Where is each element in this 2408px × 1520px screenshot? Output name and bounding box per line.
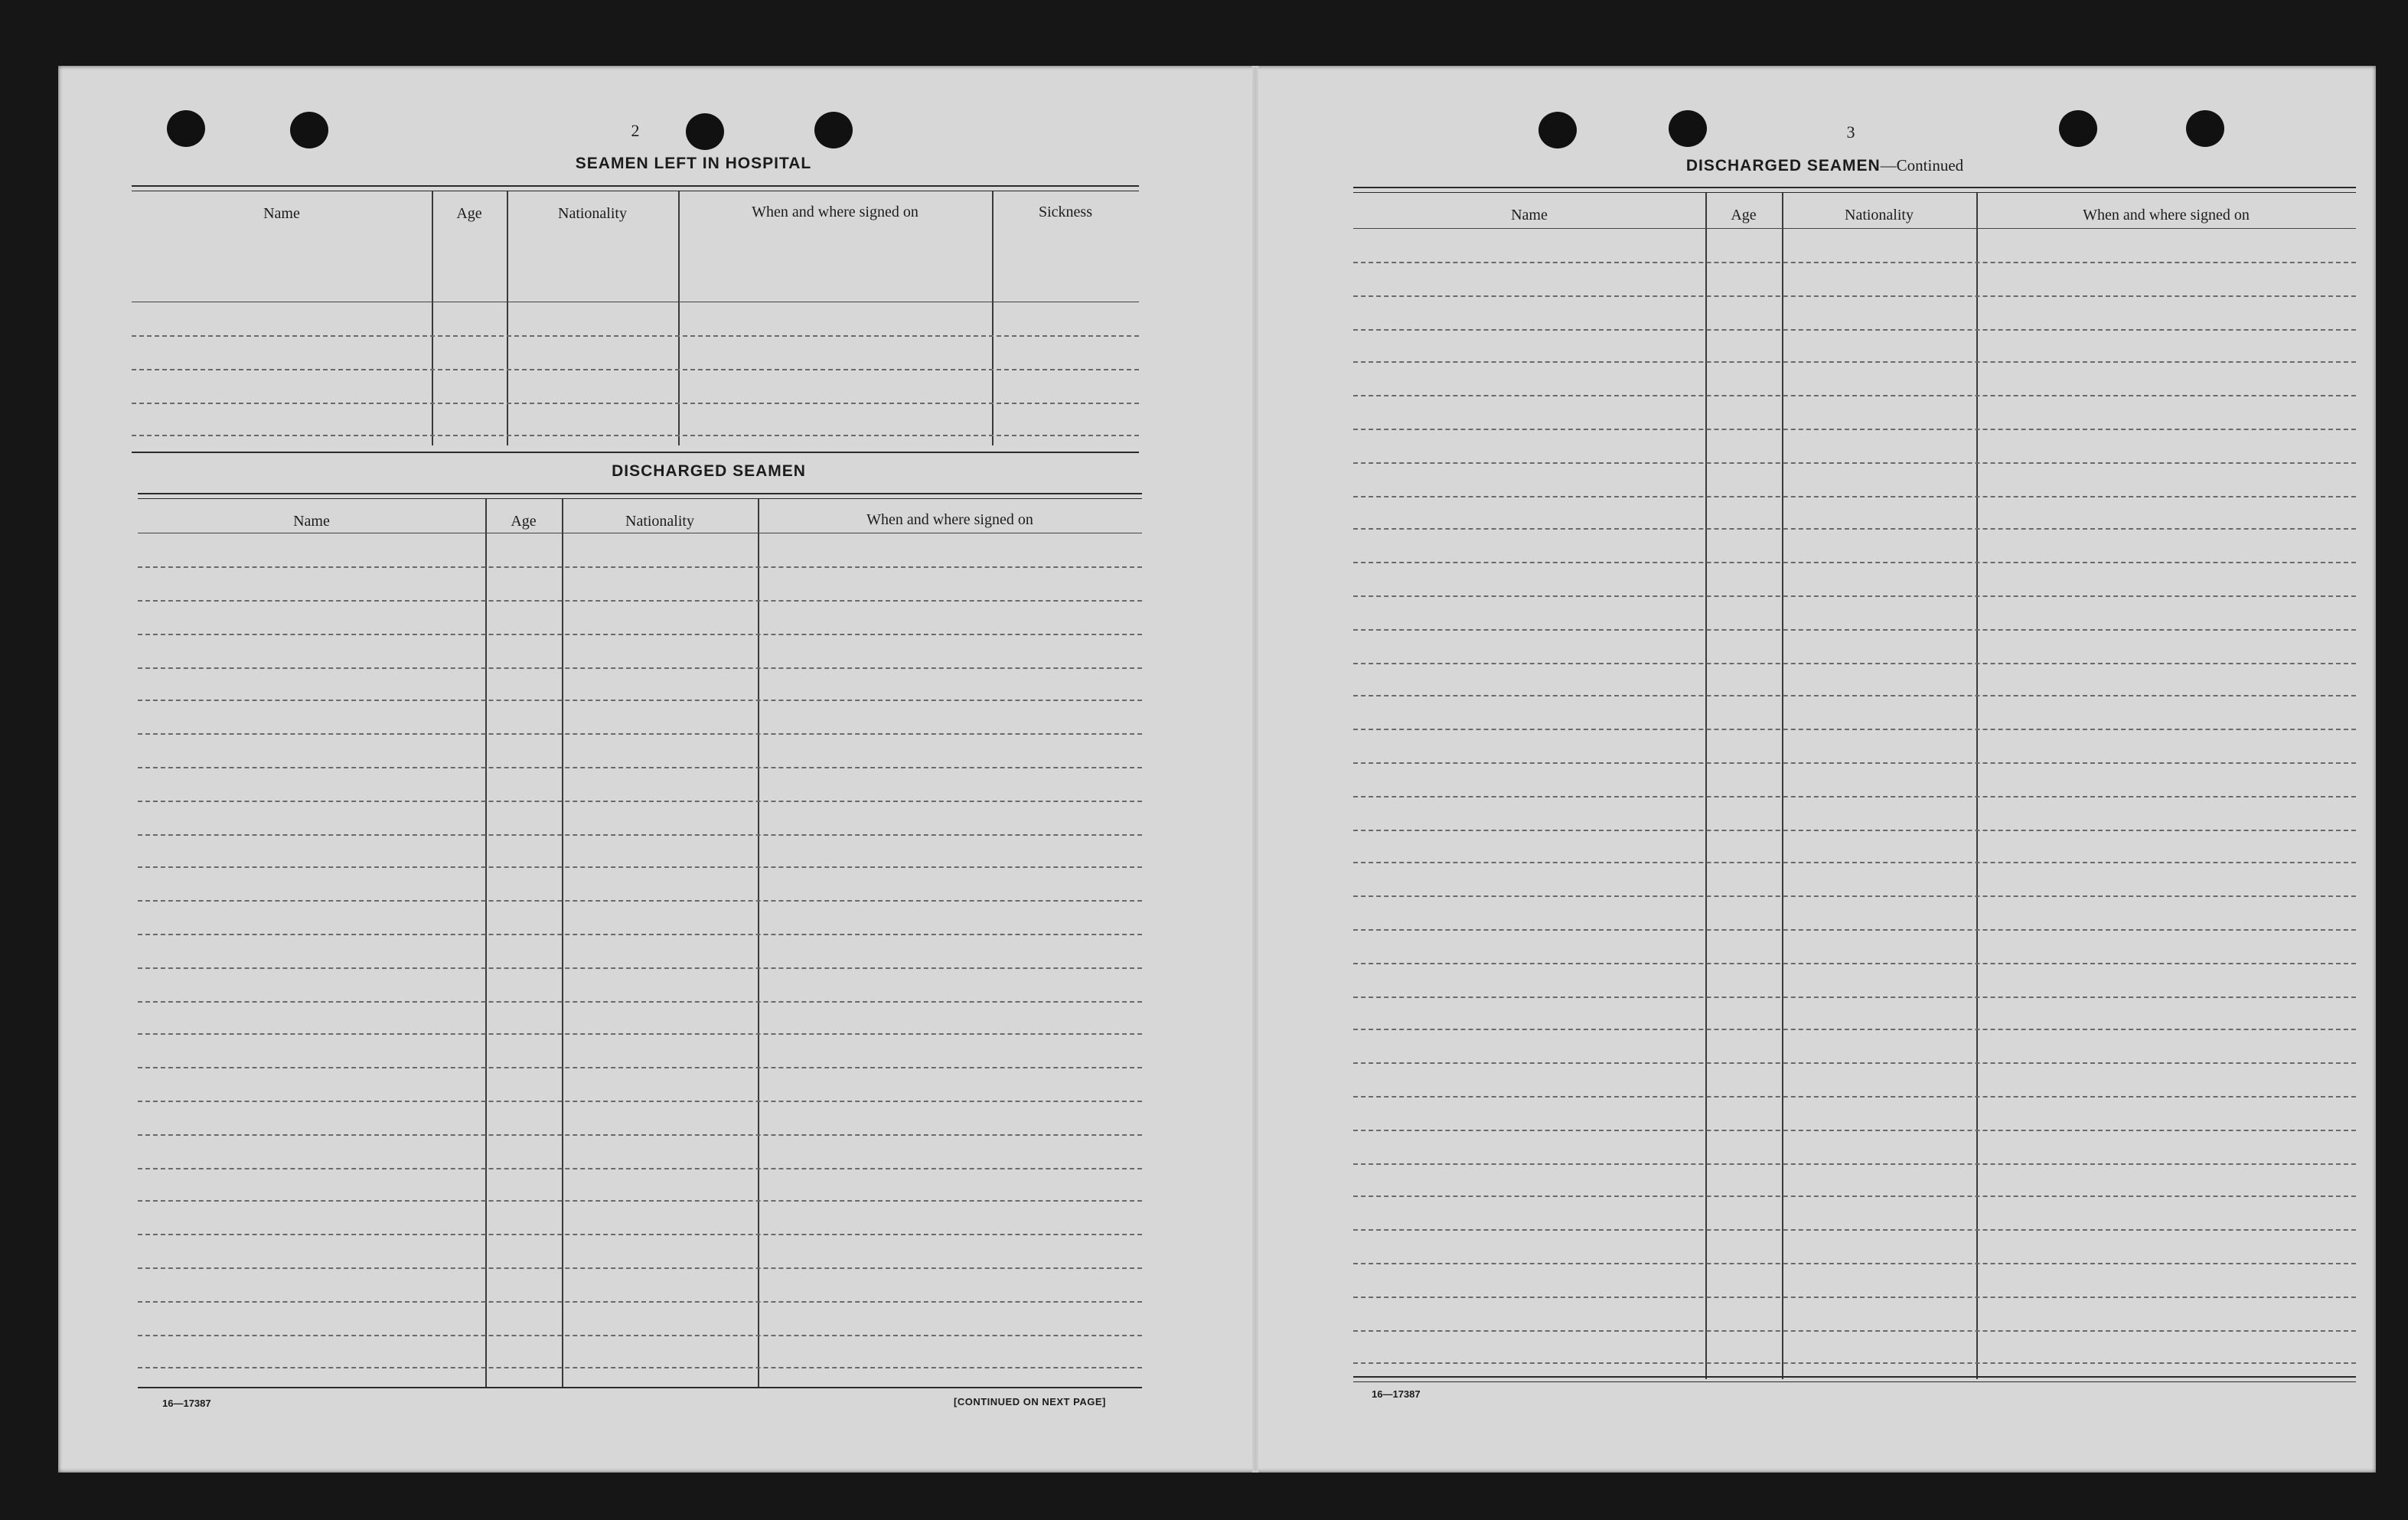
table-row bbox=[1353, 1330, 2356, 1332]
table-row bbox=[138, 1267, 1142, 1269]
discharged-table bbox=[138, 493, 1142, 1381]
header-rule bbox=[1353, 228, 2356, 229]
column-header-nationality: Nationality bbox=[1845, 207, 1914, 223]
table-row bbox=[1353, 329, 2356, 331]
table-top-rule bbox=[138, 493, 1142, 499]
column-header-signed-on: When and where signed on bbox=[752, 204, 918, 220]
section-title-discharged: DISCHARGED SEAMEN bbox=[612, 462, 806, 480]
table-row bbox=[1353, 695, 2356, 696]
column-divider bbox=[1782, 193, 1783, 1379]
column-divider bbox=[1976, 193, 1978, 1379]
table-row bbox=[1353, 895, 2356, 897]
section-title-suffix: —Continued bbox=[1880, 156, 1964, 175]
table-row bbox=[1353, 862, 2356, 863]
table-row bbox=[1353, 963, 2356, 964]
column-header-signed-on: When and where signed on bbox=[2083, 207, 2250, 223]
column-divider bbox=[485, 499, 487, 1388]
table-row bbox=[1353, 1062, 2356, 1064]
table-row bbox=[138, 1033, 1142, 1035]
table-row bbox=[1353, 395, 2356, 396]
table-row bbox=[1353, 429, 2356, 430]
table-row bbox=[1353, 629, 2356, 631]
column-divider bbox=[1705, 193, 1707, 1379]
form-number: 16—17387 bbox=[162, 1398, 211, 1409]
table-row bbox=[1353, 496, 2356, 497]
table-row bbox=[1353, 1229, 2356, 1231]
table-row bbox=[138, 801, 1142, 802]
page-number: 3 bbox=[1846, 122, 1855, 142]
table-row bbox=[1353, 1195, 2356, 1197]
table-row bbox=[1353, 796, 2356, 798]
column-header-sickness: Sickness bbox=[1039, 204, 1092, 220]
table-row bbox=[138, 834, 1142, 836]
table-row bbox=[138, 967, 1142, 969]
table-row bbox=[1353, 929, 2356, 931]
table-bottom-rule bbox=[138, 1387, 1142, 1388]
table-row bbox=[1353, 595, 2356, 597]
table-top-rule bbox=[132, 185, 1139, 191]
table-row bbox=[132, 369, 1139, 370]
table-row bbox=[1353, 663, 2356, 664]
table-row bbox=[138, 934, 1142, 935]
column-header-signed-on: When and where signed on bbox=[866, 511, 1033, 528]
table-bottom-rule bbox=[132, 452, 1139, 453]
table-row bbox=[138, 733, 1142, 735]
column-header-age: Age bbox=[1731, 207, 1757, 223]
table-row bbox=[132, 435, 1139, 436]
table-row bbox=[138, 1168, 1142, 1169]
column-divider bbox=[678, 191, 680, 445]
column-divider bbox=[758, 499, 759, 1388]
column-header-nationality: Nationality bbox=[625, 513, 694, 530]
table-row bbox=[138, 1367, 1142, 1368]
table-row bbox=[138, 667, 1142, 669]
table-row bbox=[1353, 996, 2356, 998]
discharged-continued-table bbox=[1353, 187, 2356, 1382]
table-bottom-rule bbox=[1353, 1376, 2356, 1382]
column-header-nationality: Nationality bbox=[558, 205, 627, 222]
column-header-age: Age bbox=[511, 513, 537, 530]
column-divider bbox=[562, 499, 563, 1388]
table-row bbox=[1353, 729, 2356, 730]
table-row bbox=[138, 634, 1142, 635]
table-row bbox=[138, 600, 1142, 602]
right-page bbox=[1258, 66, 2376, 1473]
page-number: 2 bbox=[631, 121, 640, 140]
table-row bbox=[132, 335, 1139, 337]
column-header-name: Name bbox=[293, 513, 330, 530]
table-row bbox=[1353, 1096, 2356, 1098]
table-row bbox=[138, 1335, 1142, 1336]
table-row bbox=[138, 900, 1142, 902]
section-title-hospital: SEAMEN LEFT IN HOSPITAL bbox=[575, 155, 812, 172]
table-row bbox=[1353, 830, 2356, 831]
table-row bbox=[1353, 1263, 2356, 1264]
table-row bbox=[138, 1301, 1142, 1303]
table-top-rule bbox=[1353, 187, 2356, 193]
table-row bbox=[1353, 1297, 2356, 1298]
table-row bbox=[138, 700, 1142, 701]
column-header-age: Age bbox=[456, 205, 482, 222]
table-row bbox=[1353, 295, 2356, 297]
continued-note: [CONTINUED ON NEXT PAGE] bbox=[954, 1396, 1106, 1407]
column-header-name: Name bbox=[263, 205, 300, 222]
table-row bbox=[138, 1234, 1142, 1235]
table-row bbox=[138, 566, 1142, 568]
table-row bbox=[1353, 1029, 2356, 1030]
table-row bbox=[138, 1001, 1142, 1003]
table-row bbox=[1353, 528, 2356, 530]
table-row bbox=[1353, 562, 2356, 563]
form-number: 16—17387 bbox=[1372, 1388, 1421, 1400]
table-row bbox=[138, 767, 1142, 768]
column-header-name: Name bbox=[1511, 207, 1548, 223]
table-row bbox=[138, 866, 1142, 868]
table-row bbox=[1353, 262, 2356, 263]
form-sheet bbox=[58, 66, 2376, 1473]
table-row bbox=[138, 1200, 1142, 1202]
left-page bbox=[58, 66, 1252, 1473]
section-title-discharged-continued bbox=[1610, 156, 2039, 175]
table-row bbox=[138, 1067, 1142, 1068]
section-title-text: DISCHARGED SEAMEN bbox=[1685, 157, 1881, 175]
table-row bbox=[138, 1101, 1142, 1102]
page-fold bbox=[1252, 66, 1258, 1473]
table-row bbox=[1353, 1163, 2356, 1165]
table-row bbox=[1353, 1362, 2356, 1364]
table-row bbox=[1353, 462, 2356, 464]
table-row bbox=[138, 1134, 1142, 1136]
table-row bbox=[1353, 361, 2356, 363]
table-row bbox=[1353, 1130, 2356, 1131]
column-divider bbox=[507, 191, 508, 445]
column-divider bbox=[992, 191, 994, 445]
column-divider bbox=[432, 191, 433, 445]
table-row bbox=[132, 403, 1139, 404]
table-row bbox=[1353, 762, 2356, 764]
